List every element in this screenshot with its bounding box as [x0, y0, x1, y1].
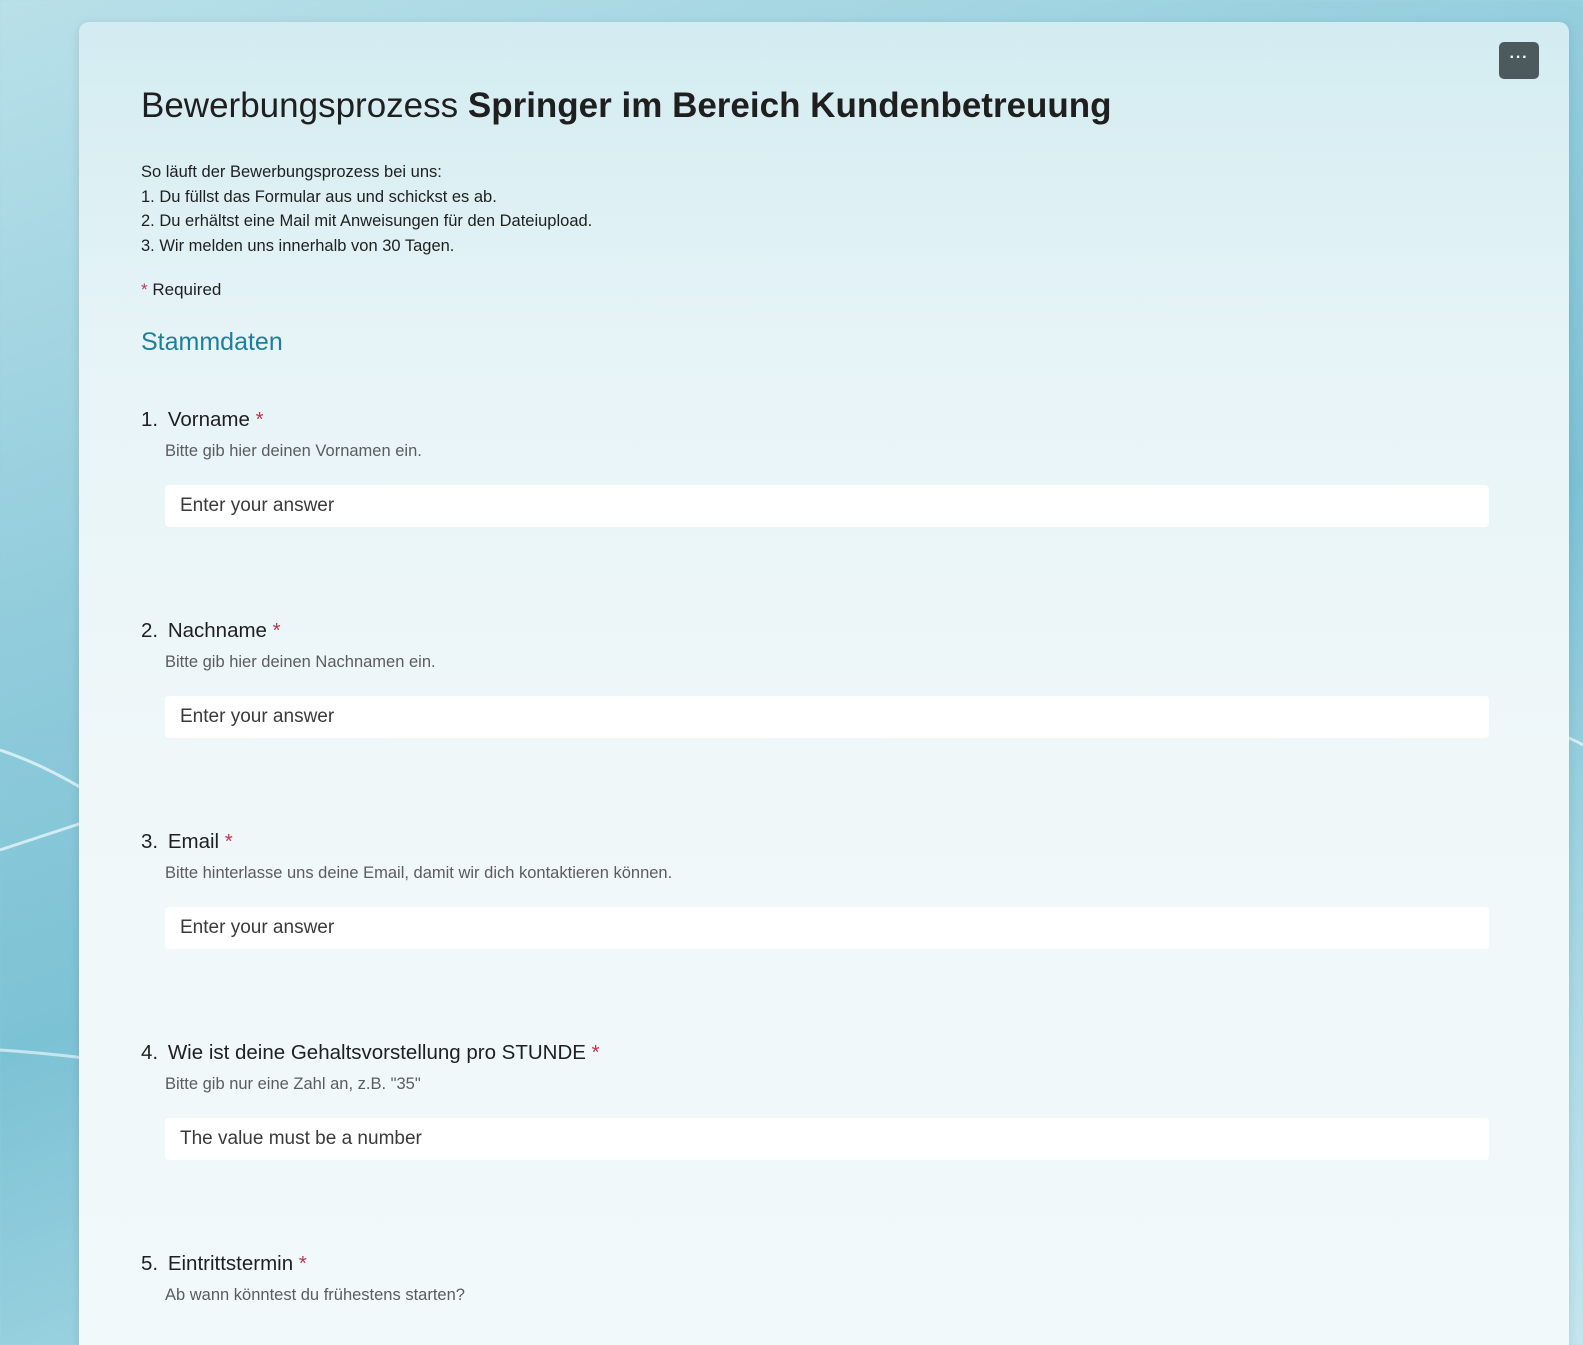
- question-label: Nachname: [167, 619, 267, 642]
- question-number: 4.: [141, 1041, 159, 1064]
- required-star: *: [272, 619, 281, 642]
- nachname-input[interactable]: [165, 696, 1489, 738]
- question-number: 2.: [141, 619, 159, 642]
- question-title: [141, 408, 1491, 434]
- question-title: [141, 1041, 1491, 1067]
- required-star: *: [224, 830, 233, 853]
- required-star: *: [141, 280, 148, 299]
- form-title-prefix: Bewerbungsprozess: [141, 86, 459, 125]
- intro-line: So läuft der Bewerbungsprozess bei uns:: [141, 163, 442, 181]
- question-number: 3.: [141, 830, 159, 853]
- question-email: [141, 830, 1491, 949]
- question-number: 1.: [141, 408, 159, 431]
- intro-line: 3. Wir melden uns innerhalb von 30 Tagen.: [141, 237, 455, 256]
- gehalt-input[interactable]: [165, 1118, 1489, 1160]
- required-label: Required: [152, 280, 222, 299]
- question-label: Eintrittstermin: [167, 1252, 294, 1275]
- question-label: Email: [167, 830, 220, 853]
- section-title: Stammdaten: [141, 328, 283, 356]
- question-description: Ab wann könntest du frühestens starten?: [165, 1286, 465, 1304]
- question-label: Wie ist deine Gehaltsvorstellung pro STUNDE: [167, 1041, 586, 1064]
- intro-line: 2. Du erhältst eine Mail mit Anweisungen für den Dateiupload.: [141, 212, 593, 231]
- required-star: *: [255, 408, 264, 431]
- question-nachname: [141, 619, 1491, 738]
- question-vorname: [141, 408, 1491, 527]
- question-gehalt: [141, 1041, 1491, 1160]
- question-description: Bitte gib hier deinen Nachnamen ein.: [165, 653, 436, 671]
- more-options-button[interactable]: [1499, 42, 1539, 79]
- form-card: [79, 22, 1569, 1345]
- more-icon: ···: [1509, 48, 1529, 66]
- question-number: 5.: [141, 1252, 159, 1275]
- question-title: [141, 830, 1491, 856]
- question-title: [141, 1252, 1491, 1278]
- question-title: [141, 619, 1491, 645]
- intro-line: 1. Du füllst das Formular aus und schickst es ab.: [141, 187, 497, 206]
- question-description: Bitte hinterlasse uns deine Email, damit wir dich kontaktieren können.: [165, 864, 673, 882]
- form-title-bold: Springer im Bereich Kundenbetreuung: [467, 86, 1112, 125]
- email-input[interactable]: [165, 907, 1489, 949]
- required-star: *: [591, 1041, 600, 1064]
- required-note: [141, 280, 221, 300]
- question-description: Bitte gib hier deinen Vornamen ein.: [165, 442, 422, 460]
- question-eintrittstermin: [141, 1252, 1491, 1305]
- question-description: Bitte gib nur eine Zahl an, z.B. "35": [165, 1075, 421, 1093]
- question-label: Vorname: [167, 408, 250, 431]
- required-star: *: [298, 1252, 307, 1275]
- form-description: [141, 160, 592, 259]
- form-title: [141, 86, 1112, 126]
- vorname-input[interactable]: [165, 485, 1489, 527]
